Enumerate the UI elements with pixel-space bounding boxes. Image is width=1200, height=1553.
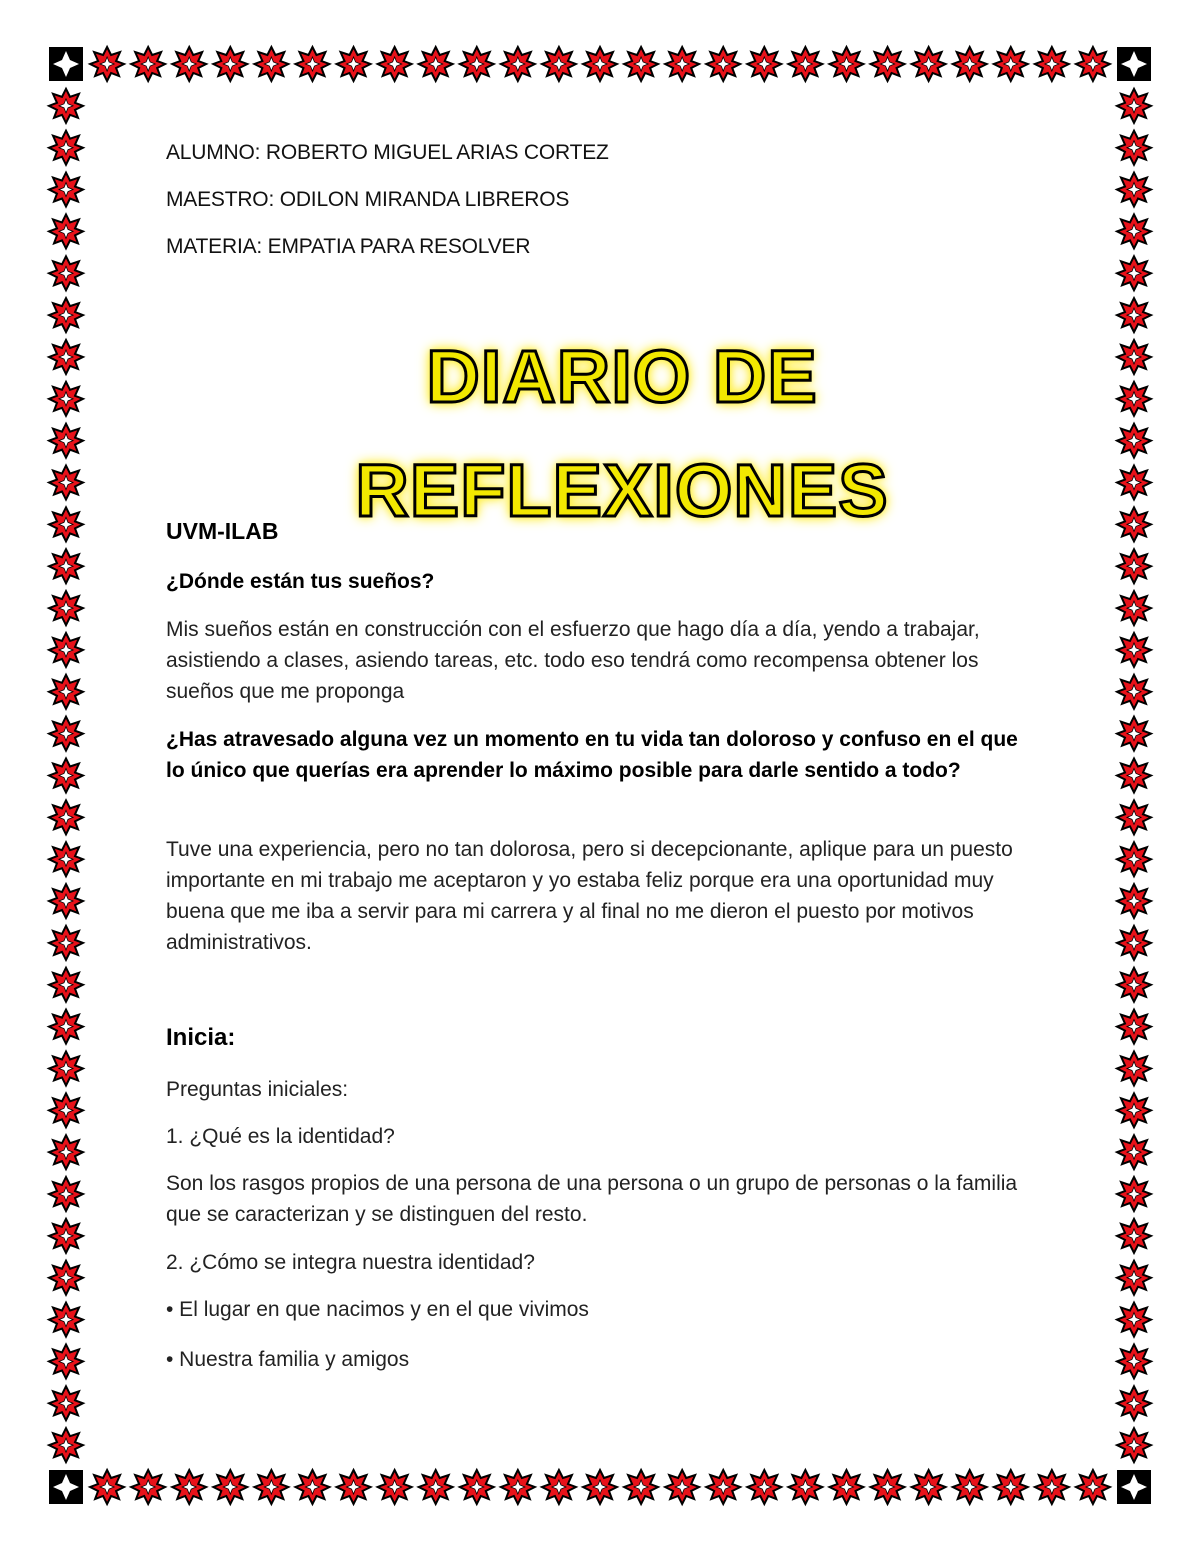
border-star-icon bbox=[419, 1470, 453, 1504]
bullet-item: • El lugar en que nacimos y en el que vivimos bbox=[166, 1298, 589, 1321]
border-star-icon bbox=[994, 1470, 1028, 1504]
border-star-icon bbox=[131, 47, 165, 81]
subject-name: MATERIA: EMPATIA PARA RESOLVER bbox=[166, 235, 531, 258]
border-star-icon bbox=[49, 633, 83, 667]
corner-star-icon bbox=[1117, 1470, 1151, 1504]
border-star-icon bbox=[378, 47, 412, 81]
answer-2: Tuve una experiencia, pero no tan dolorosa, pero si decepcionante, aplique para un puesto importante en mi trabajo me aceptaron y yo estaba feliz porque era una oportunidad muy buena que me iba a servir para mi carrera y al final no me dieron el puesto por motivos administrativos. bbox=[166, 838, 1013, 954]
border-star-icon bbox=[90, 47, 124, 81]
border-star-icon bbox=[912, 1470, 946, 1504]
border-star-icon bbox=[1117, 675, 1151, 709]
border-star-icon bbox=[1076, 47, 1110, 81]
border-star-icon bbox=[49, 1177, 83, 1211]
border-star-icon bbox=[213, 1470, 247, 1504]
border-star-icon bbox=[1117, 968, 1151, 1002]
border-star-icon bbox=[665, 1470, 699, 1504]
answer-1: Mis sueños están en construcción con el esfuerzo que hago día a día, yendo a trabajar, asistiendo a clases, asiendo tareas, etc. todo eso tendrá como recompensa obtener los sueños que me proponga bbox=[166, 618, 980, 703]
border-star-icon bbox=[1117, 1093, 1151, 1127]
border-star-icon bbox=[1117, 717, 1151, 751]
border-star-icon bbox=[49, 926, 83, 960]
border-star-icon bbox=[1076, 1470, 1110, 1504]
border-star-icon bbox=[1117, 1135, 1151, 1169]
border-star-icon bbox=[254, 47, 288, 81]
border-star-icon bbox=[583, 1470, 617, 1504]
border-star-icon bbox=[1117, 1051, 1151, 1085]
corner-star-icon bbox=[49, 47, 83, 81]
border-star-icon bbox=[337, 47, 371, 81]
border-star-icon bbox=[49, 1428, 83, 1462]
corner-star-icon bbox=[49, 1470, 83, 1504]
border-star-icon bbox=[49, 1344, 83, 1378]
border-star-icon bbox=[460, 47, 494, 81]
border-star-icon bbox=[1117, 1386, 1151, 1420]
border-star-icon bbox=[49, 173, 83, 207]
border-star-icon bbox=[1117, 759, 1151, 793]
inicia-heading: Inicia: bbox=[166, 1024, 236, 1051]
border-star-icon bbox=[49, 800, 83, 834]
border-star-icon bbox=[1117, 298, 1151, 332]
border-star-icon bbox=[49, 1093, 83, 1127]
border-star-icon bbox=[1035, 1470, 1069, 1504]
border-star-icon bbox=[49, 1135, 83, 1169]
border-star-icon bbox=[747, 1470, 781, 1504]
border-star-icon bbox=[1117, 842, 1151, 876]
border-star-icon bbox=[295, 47, 329, 81]
border-star-icon bbox=[295, 1470, 329, 1504]
border-star-icon bbox=[337, 1470, 371, 1504]
border-star-icon bbox=[49, 842, 83, 876]
border-star-icon bbox=[624, 47, 658, 81]
border-star-icon bbox=[1117, 1428, 1151, 1462]
teacher-name: MAESTRO: ODILON MIRANDA LIBREROS bbox=[166, 188, 570, 211]
border-star-icon bbox=[1117, 1261, 1151, 1295]
border-star-icon bbox=[49, 1386, 83, 1420]
title-line-1: DIARIO DE bbox=[426, 335, 818, 418]
corner-star-icon bbox=[1117, 47, 1151, 81]
border-star-icon bbox=[49, 717, 83, 751]
student-name: ALUMNO: ROBERTO MIGUEL ARIAS CORTEZ bbox=[166, 141, 609, 164]
border-star-icon bbox=[49, 1303, 83, 1337]
border-star-icon bbox=[953, 1470, 987, 1504]
border-star-icon bbox=[1117, 591, 1151, 625]
inicia-question-1: 1. ¿Qué es la identidad? bbox=[166, 1125, 395, 1148]
border-star-icon bbox=[49, 1051, 83, 1085]
border-star-icon bbox=[213, 47, 247, 81]
border-star-icon bbox=[49, 298, 83, 332]
border-star-icon bbox=[871, 1470, 905, 1504]
border-star-icon bbox=[583, 47, 617, 81]
border-star-icon bbox=[49, 256, 83, 290]
border-star-icon bbox=[871, 47, 905, 81]
uvm-label: UVM-ILAB bbox=[166, 518, 279, 544]
border-star-icon bbox=[1035, 47, 1069, 81]
border-star-icon bbox=[90, 1470, 124, 1504]
border-star-icon bbox=[1117, 633, 1151, 667]
border-star-icon bbox=[747, 47, 781, 81]
border-star-icon bbox=[542, 1470, 576, 1504]
border-star-icon bbox=[501, 1470, 535, 1504]
border-star-icon bbox=[1117, 1177, 1151, 1211]
border-star-icon bbox=[994, 47, 1028, 81]
border-star-icon bbox=[49, 591, 83, 625]
border-star-icon bbox=[49, 131, 83, 165]
border-star-icon bbox=[49, 1010, 83, 1044]
border-star-icon bbox=[1117, 1219, 1151, 1253]
border-star-icon bbox=[501, 47, 535, 81]
inicia-answer-1: Son los rasgos propios de una persona de una persona o un grupo de personas o la familia que se caracterizan y se distinguen del resto. bbox=[166, 1172, 1018, 1226]
border-star-icon bbox=[1117, 884, 1151, 918]
border-star-icon bbox=[254, 1470, 288, 1504]
border-star-icon bbox=[49, 884, 83, 918]
border-star-icon bbox=[49, 214, 83, 248]
title-line-2: REFLEXIONES bbox=[355, 449, 889, 532]
bullet-item: • Nuestra familia y amigos bbox=[166, 1348, 410, 1371]
border-star-icon bbox=[1117, 256, 1151, 290]
inicia-intro: Preguntas iniciales: bbox=[166, 1078, 349, 1101]
border-star-icon bbox=[172, 47, 206, 81]
border-star-icon bbox=[49, 549, 83, 583]
border-star-icon bbox=[460, 1470, 494, 1504]
border-star-icon bbox=[706, 47, 740, 81]
border-star-icon bbox=[829, 47, 863, 81]
border-star-icon bbox=[665, 47, 699, 81]
border-star-icon bbox=[1117, 1344, 1151, 1378]
border-star-icon bbox=[1117, 131, 1151, 165]
question-2: ¿Has atravesado alguna vez un momento en tu vida tan doloroso y confuso en el que lo único que querías era aprender lo máximo posible para darle sentido a todo? bbox=[166, 728, 1018, 782]
border-star-icon bbox=[49, 89, 83, 123]
border-star-icon bbox=[1117, 800, 1151, 834]
border-star-icon bbox=[49, 675, 83, 709]
border-star-icon bbox=[542, 47, 576, 81]
border-star-icon bbox=[49, 759, 83, 793]
border-star-icon bbox=[1117, 1303, 1151, 1337]
border-star-icon bbox=[912, 47, 946, 81]
border-star-icon bbox=[788, 47, 822, 81]
border-star-icon bbox=[172, 1470, 206, 1504]
border-star-icon bbox=[49, 968, 83, 1002]
border-star-icon bbox=[49, 1261, 83, 1295]
border-star-icon bbox=[624, 1470, 658, 1504]
inicia-question-2: 2. ¿Cómo se integra nuestra identidad? bbox=[166, 1251, 535, 1274]
border-star-icon bbox=[419, 47, 453, 81]
question-1: ¿Dónde están tus sueños? bbox=[166, 570, 435, 593]
border-star-icon bbox=[1117, 926, 1151, 960]
border-star-icon bbox=[1117, 1010, 1151, 1044]
border-star-icon bbox=[706, 1470, 740, 1504]
border-star-icon bbox=[131, 1470, 165, 1504]
border-star-icon bbox=[953, 47, 987, 81]
border-star-icon bbox=[829, 1470, 863, 1504]
border-star-icon bbox=[788, 1470, 822, 1504]
border-star-icon bbox=[1117, 549, 1151, 583]
border-star-icon bbox=[49, 1219, 83, 1253]
border-star-icon bbox=[1117, 173, 1151, 207]
border-star-icon bbox=[378, 1470, 412, 1504]
border-star-icon bbox=[1117, 214, 1151, 248]
border-star-icon bbox=[1117, 89, 1151, 123]
